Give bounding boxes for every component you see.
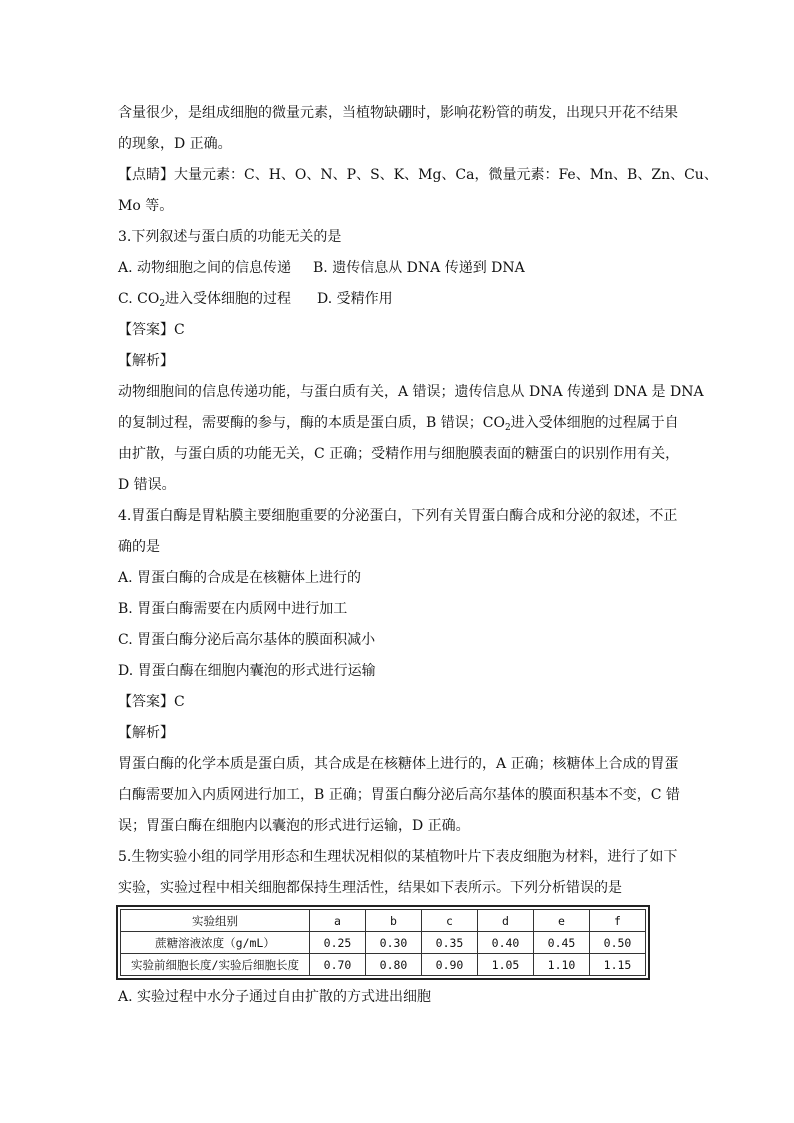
question-5-stem: 实验，实验过程中相关细胞都保持生理活性，结果如下表所示。下列分析错误的是 [118, 880, 622, 896]
table-cell: 1.10 [534, 954, 590, 976]
option-d: D. 胃蛋白酶在细胞内囊泡的形式进行运输 [118, 663, 376, 679]
answer-label: 【答案】C [118, 322, 185, 338]
option-b: B. 遗传信息从 DNA 传递到 DNA [313, 260, 525, 276]
option-a: A. 实验过程中水分子通过自由扩散的方式进出细胞 [118, 989, 432, 1005]
table-cell: 1.05 [478, 954, 534, 976]
table-cell: e [534, 910, 590, 932]
table-cell: d [478, 910, 534, 932]
experiment-table [120, 909, 646, 976]
analysis-line: 胃蛋白酶的化学本质是蛋白质，其合成是在核糖体上进行的，A 正确；核糖体上合成的胃蛋 [118, 756, 679, 772]
question-5-stem: 5.生物实验小组的同学用形态和生理状况相似的某植物叶片下表皮细胞为材料，进行了如下 [118, 849, 678, 865]
analysis-label: 【解析】 [118, 725, 174, 741]
tip-line: Mo 等。 [118, 198, 174, 214]
table-row [121, 910, 646, 932]
analysis-line: 动物细胞间的信息传递功能，与蛋白质有关，A 错误；遗传信息从 DNA 传递到 DNA 是 DNA [118, 384, 704, 400]
option-a: A. 胃蛋白酶的合成是在核糖体上进行的 [118, 570, 362, 586]
question-4-stem: 4.胃蛋白酶是胃粘膜主要细胞重要的分泌蛋白，下列有关胃蛋白酶合成和分泌的叙述，不正 [118, 508, 678, 524]
option-d: D. 受精作用 [317, 291, 393, 307]
document-page [118, 98, 718, 1013]
table-cell: 蔗糖溶液浓度（g/mL） [121, 932, 310, 954]
table-cell: 实验前细胞长度/实验后细胞长度 [121, 954, 310, 976]
table-cell: 1.15 [590, 954, 646, 976]
table-cell: 0.45 [534, 932, 590, 954]
table-cell: b [366, 910, 422, 932]
table-cell: 0.70 [310, 954, 366, 976]
question-3-options-ab [118, 253, 678, 284]
table-cell: c [422, 910, 478, 932]
table-cell: 0.40 [478, 932, 534, 954]
table-row [121, 954, 646, 976]
table-cell: 0.35 [422, 932, 478, 954]
analysis-line: 的复制过程，需要酶的参与，酶的本质是蛋白质，B 错误；$CO_2$进入受体细胞的过程属于自 [118, 415, 679, 433]
question-3-options-cd [118, 284, 678, 315]
analysis-line: 误；胃蛋白酶在细胞内以囊泡的形式进行运输，D 正确。 [118, 818, 470, 834]
table-cell: 0.25 [310, 932, 366, 954]
option-c: C. 胃蛋白酶分泌后高尔基体的膜面积减小 [118, 632, 376, 648]
table-cell: 0.80 [366, 954, 422, 976]
analysis-line: 由扩散，与蛋白质的功能无关，C 正确；受精作用与细胞膜表面的糖蛋白的识别作用有关， [118, 446, 680, 462]
option-c: C. $CO_2$进入受体细胞的过程 [118, 291, 292, 309]
option-a: A. 动物细胞之间的信息传递 [118, 260, 292, 276]
answer-label: 【答案】C [118, 694, 185, 710]
table-row [121, 932, 646, 954]
table-cell: f [590, 910, 646, 932]
paragraph-line: 的现象，D 正确。 [118, 136, 232, 152]
question-4-stem: 确的是 [118, 539, 160, 555]
question-3-stem: 3.下列叙述与蛋白质的功能无关的是 [118, 229, 342, 245]
paragraph-line: 含量很少，是组成细胞的微量元素，当植物缺硼时，影响花粉管的萌发，出现只开花不结果 [118, 105, 678, 121]
table-cell: a [310, 910, 366, 932]
table-cell: 0.90 [422, 954, 478, 976]
analysis-line: D 错误。 [118, 477, 176, 493]
tip-line: 【点睛】大量元素：C、H、O、N、P、S、K、Mg、Ca，微量元素：Fe、Mn、B、Zn、Cu、 [118, 167, 718, 183]
table-cell: 0.30 [366, 932, 422, 954]
analysis-line: 白酶需要加入内质网进行加工，B 正确；胃蛋白酶分泌后高尔基体的膜面积基本不变，C 错 [118, 787, 680, 803]
table-cell: 实验组别 [121, 910, 310, 932]
option-b: B. 胃蛋白酶需要在内质网中进行加工 [118, 601, 348, 617]
analysis-label: 【解析】 [118, 353, 174, 369]
table-cell: 0.50 [590, 932, 646, 954]
